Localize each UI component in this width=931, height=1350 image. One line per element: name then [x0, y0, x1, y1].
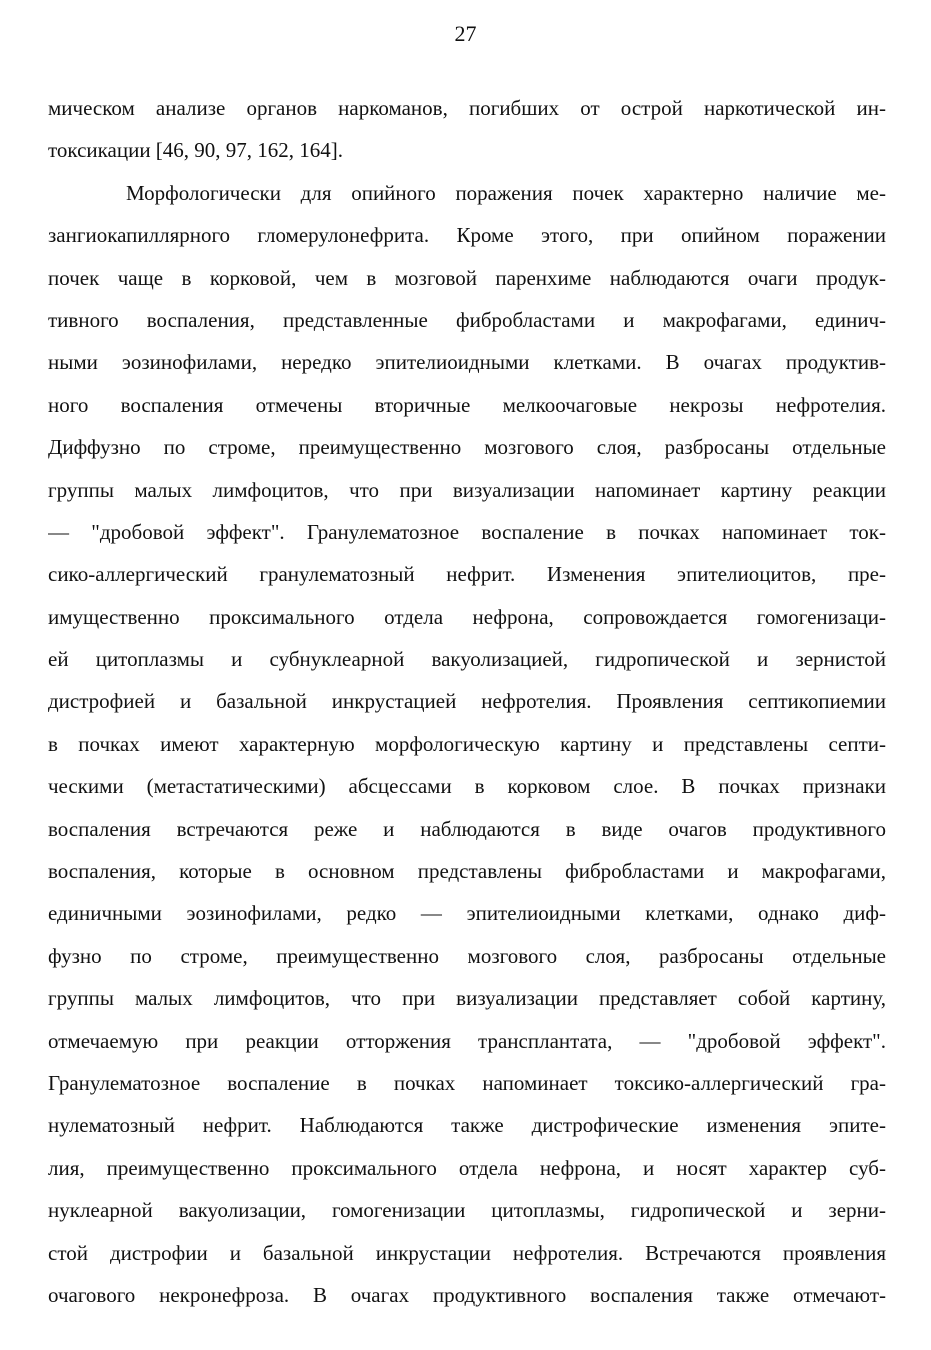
text-line: ного воспаления отмечены вторичные мелкоочаговые некрозы нефротелия. [48, 392, 886, 417]
text-line: единичными эозинофилами, редко — эпителиоидными клетками, однако диф- [48, 901, 886, 926]
text-line: воспаления, которые в основном представлены фибробластами и макрофагами, [48, 859, 886, 884]
page-number: 27 [454, 21, 477, 46]
text-line: токсикации [46, 90, 97, 162, 164]. [48, 138, 344, 163]
text-line: мическом анализе органов наркоманов, погибших от острой наркотической ин- [48, 96, 886, 120]
text-line: воспаления встречаются реже и наблюдаются в виде очагов продуктивного [48, 816, 886, 841]
body-text [48, 87, 886, 1316]
text-line: дистрофией и базальной инкрустацией нефротелия. Проявления септикопиемии [48, 689, 886, 714]
text-line: в почках имеют характерную морфологическую картину и представлены септи- [48, 731, 886, 756]
text-line: группы малых лимфоцитов, что при визуализации напоминает картину реакции [48, 477, 886, 502]
text-line: почек чаще в корковой, чем в мозговой паренхиме наблюдаются очаги продук- [48, 265, 886, 290]
text-line: очагового некронефроза. В очагах продуктивного воспаления также отмечают- [48, 1282, 886, 1307]
text-line: тивного воспаления, представленные фибробластами и макрофагами, единич- [48, 307, 886, 332]
text-line: отмечаемую при реакции отторжения трансплантата, — "дробовой эффект". [48, 1028, 886, 1053]
text-line: Гранулематозное воспаление в почках напоминает токсико-аллергический гра- [48, 1070, 886, 1095]
text-line: лия, преимущественно проксимального отдела нефрона, и носят характер суб- [48, 1155, 886, 1180]
text-line: ными эозинофилами, нередко эпителиоидными клетками. В очагах продуктив- [48, 350, 886, 375]
text-line: нуклеарной вакуолизации, гомогенизации цитоплазмы, гидропической и зерни- [48, 1198, 886, 1223]
text-line: стой дистрофии и базальной инкрустации нефротелия. Встречаются проявления [48, 1240, 886, 1265]
text-line: фузно по строме, преимущественно мозгового слоя, разбросаны отдельные [48, 943, 886, 968]
text-line: — "дробовой эффект". Гранулематозное воспаление в почках напоминает ток- [48, 519, 886, 544]
text-line: ей цитоплазмы и субнуклеарной вакуолизацией, гидропической и зернистой [48, 647, 886, 672]
text-line: ческими (метастатическими) абсцессами в корковом слое. В почках признаки [48, 774, 886, 799]
text-line: зангиокапиллярного гломерулонефрита. Кроме этого, при опийном поражении [48, 223, 886, 248]
text-line: группы малых лимфоцитов, что при визуализации представляет собой картину, [48, 986, 886, 1011]
text-line: имущественно проксимального отдела нефрона, сопровождается гомогенизаци- [48, 604, 886, 629]
text-line: сико-аллергический гранулематозный нефрит. Изменения эпителиоцитов, пре- [48, 562, 886, 587]
text-line: Диффузно по строме, преимущественно мозгового слоя, разбросаны отдельные [48, 435, 886, 460]
text-line: Морфологически для опийного поражения почек характерно наличие ме- [126, 180, 886, 205]
text-line: нулематозный нефрит. Наблюдаются также дистрофические изменения эпите- [48, 1113, 886, 1138]
